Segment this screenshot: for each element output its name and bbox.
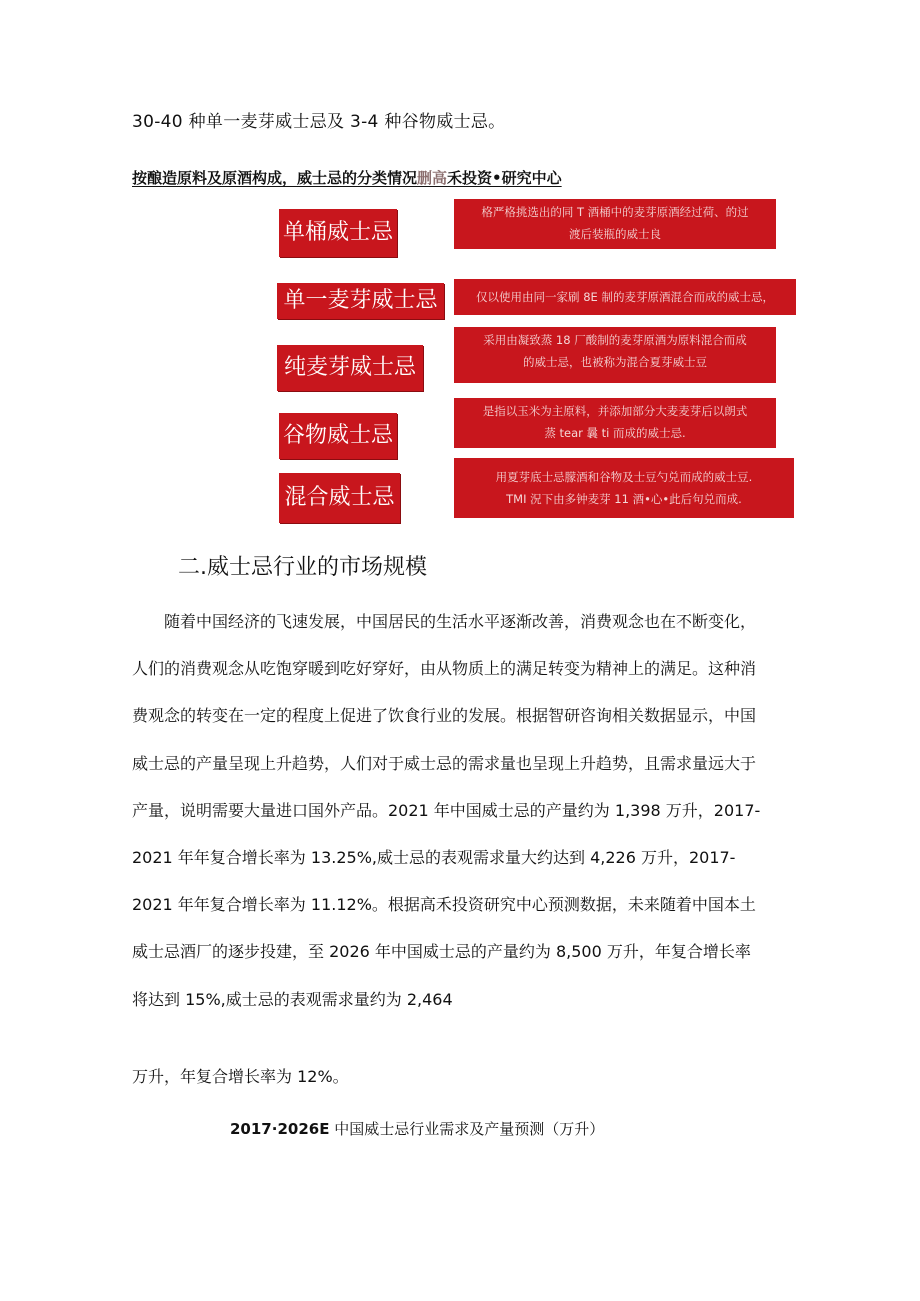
caption-highlight: 删高: [417, 169, 448, 187]
figure-caption: [132, 167, 562, 188]
desc-line: 蒸 tear 曩 ti 而成的威士忌.: [544, 426, 686, 440]
category-desc-single-malt: [454, 279, 796, 315]
category-desc-pure-malt: [454, 327, 776, 383]
paragraph-line: 2021 年年复合增长率为 13.25%,威士忌的表观需求量大约达到 4,226 万升，2017-: [132, 848, 736, 868]
paragraph-tail: 万升，年复合增长率为 12%。: [132, 1067, 349, 1086]
category-desc-blended: [454, 458, 794, 518]
paragraph-line: 威士忌酒厂的逐步投建，至 2026 年中国威士忌的产量约为 8,500 万升，年复合增长率: [132, 942, 751, 962]
paragraph-line: 费观念的转变在一定的程度上促进了饮食行业的发展。根据智研咨询相关数据显示，中国: [132, 706, 757, 726]
paragraph-line: 随着中国经济的飞速发展，中国居民的生活水平逐渐改善，消费观念也在不断变化，: [164, 612, 757, 631]
paragraph-line: 威士忌的产量呈现上升趋势，人们对于威士忌的需求量也呈现上升趋势，且需求量远大于: [132, 753, 757, 773]
desc-line: 渡后装瓶的威士良: [569, 227, 661, 241]
caption-suffix: 禾投资•研究中心: [447, 169, 562, 187]
paragraph-line: 产量，说明需要大量进口国外产品。2021 年中国威士忌的产量约为 1,398 万升，2017-: [132, 800, 761, 820]
paragraph-line: 人们的消费观念从吃饱穿暖到吃好穿好，由从物质上的满足转变为精神上的满足。这种消: [132, 659, 757, 679]
desc-line: 格严格挑选出的同 T 酒桶中的麦芽原酒经过荷、的过: [481, 205, 749, 219]
body-paragraph: [132, 598, 812, 1023]
section-title: 二.威士忌行业的市场规模: [178, 555, 427, 580]
desc-line: 是指以玉米为主原料，并添加部分大麦麦芽后以朗式: [482, 404, 748, 418]
category-label-grain: 谷物威士忌: [279, 413, 397, 459]
desc-line: 采用由凝致蒸 18 厂酸制的麦芽原酒为原料混合而成: [483, 333, 747, 347]
desc-line: 的威士忌，也被称为混合夏芽威士豆: [523, 355, 707, 369]
category-label-single-malt: 单一麦芽威士忌: [277, 283, 444, 319]
paragraph-line: 2021 年年复合增长率为 11.12%。根据高禾投资研究中心预测数据，未来随着中国本土: [132, 895, 756, 915]
category-desc-grain: [454, 398, 776, 448]
chart-title-text: 中国威士忌行业需求及产量预测（万升）: [334, 1120, 605, 1138]
desc-line: TMI 況下由多钟麦芽 11 酒•心•此后句兑而成.: [506, 492, 742, 506]
category-label-pure-malt: 纯麦芽威士忌: [277, 345, 423, 391]
caption-main: 按酿造原料及原酒构成，威士忌的分类情况: [132, 169, 418, 187]
category-label-single-cask: 单桶威士忌: [279, 209, 397, 257]
intro-line: 30-40 种单一麦芽威士忌及 3-4 种谷物威士忌。: [132, 112, 506, 132]
category-desc-single-cask: [454, 199, 776, 249]
chart-title: [230, 1118, 604, 1139]
chart-title-years: 2017·2026E: [230, 1120, 330, 1138]
category-label-blended: 混合威士忌: [279, 473, 400, 523]
desc-line: 用夏芽底士忌朦酒和谷物及士豆勺兑而成的威士豆.: [495, 470, 753, 484]
paragraph-line: 将达到 15%,威士忌的表观需求量约为 2,464: [132, 989, 453, 1009]
desc-line: 仅以使用由同一家刷 8E 制的麦芽原酒混合而成的威士忌，: [476, 290, 774, 304]
